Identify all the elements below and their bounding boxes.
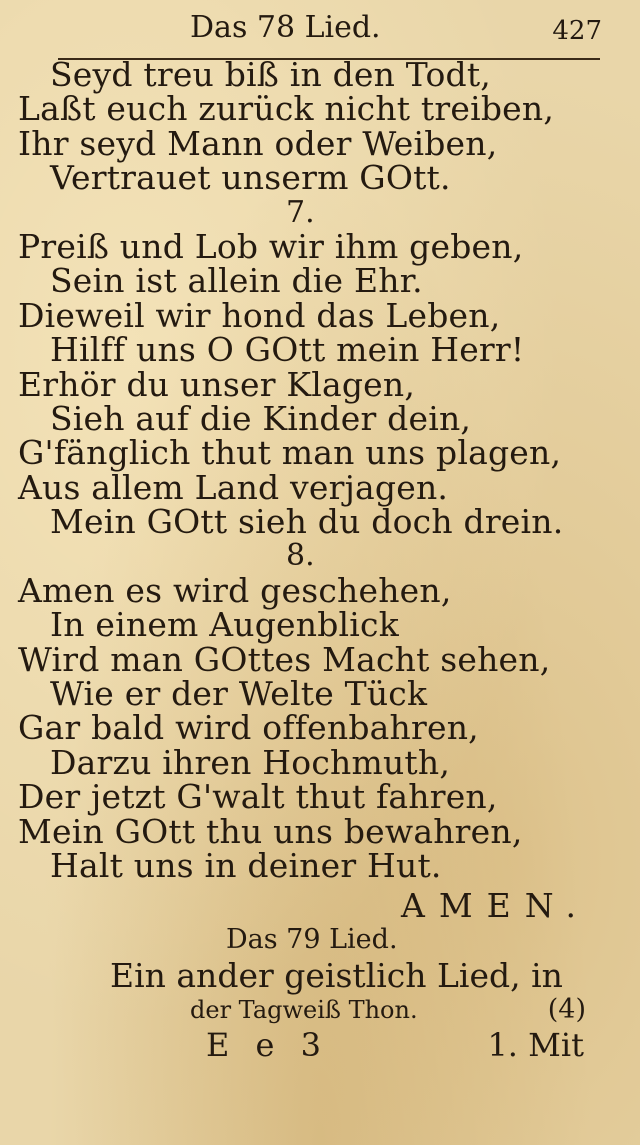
verse-line: Laßt euch zurück nicht treiben, [18, 89, 555, 129]
hymn-verses [0, 55, 640, 885]
catchword: 1. Mit [487, 1026, 584, 1064]
verse-line: Wie er der Welte Tück [50, 674, 428, 714]
verse-line: Hilff uns O GOtt mein Herr! [50, 330, 525, 370]
next-song-title: Das 79 Lied. [226, 924, 398, 955]
verse-line: Halt uns in deiner Hut. [50, 845, 442, 885]
tune-indication: der Tagweiß Thon. [190, 996, 418, 1024]
sheet-number: (4) [547, 994, 586, 1025]
verse-line: Preiß und Lob wir ihm geben, [18, 226, 524, 266]
verse-line: Amen es wird geschehen, [18, 570, 452, 610]
verse-line: Seyd treu biß in den Todt, [50, 55, 491, 94]
verse-line: Der jetzt G'walt thut fahren, [18, 777, 498, 817]
signature-mark: E e 3 [206, 1026, 329, 1064]
verse-line: Erhör du unser Klagen, [18, 364, 416, 404]
page-number: 427 [552, 16, 602, 46]
verse-line: In einem Augenblick [50, 605, 399, 645]
amen-line: AMEN. [401, 886, 590, 925]
stanza-number: 7. [286, 194, 315, 230]
verse-line: Darzu ihren Hochmuth, [50, 742, 451, 782]
running-head: Das 78 Lied. [190, 10, 381, 45]
verse-line: Aus allem Land verjagen. [18, 467, 449, 507]
verse-line: Sein ist allein die Ehr. [50, 261, 423, 301]
verse-line: Gar bald wird offenbahren, [18, 708, 479, 748]
verse-line: Ihr seyd Mann oder Weiben, [18, 123, 498, 163]
verse-line: Mein GOtt sieh du doch drein. [50, 502, 564, 542]
stanza-number: 8. [286, 538, 315, 574]
verse-line: Sieh auf die Kinder dein, [50, 398, 472, 438]
next-song-subtitle: Ein ander geistlich Lied, in [110, 956, 563, 995]
verse-line: Dieweil wir hond das Leben, [18, 295, 501, 335]
verse-line: G'fänglich thut man uns plagen, [18, 433, 562, 473]
verse-line: Vertrauet unserm GOtt. [50, 158, 451, 198]
verse-line: Mein GOtt thu uns bewahren, [18, 811, 523, 851]
verse-line: Wird man GOttes Macht sehen, [18, 639, 551, 679]
